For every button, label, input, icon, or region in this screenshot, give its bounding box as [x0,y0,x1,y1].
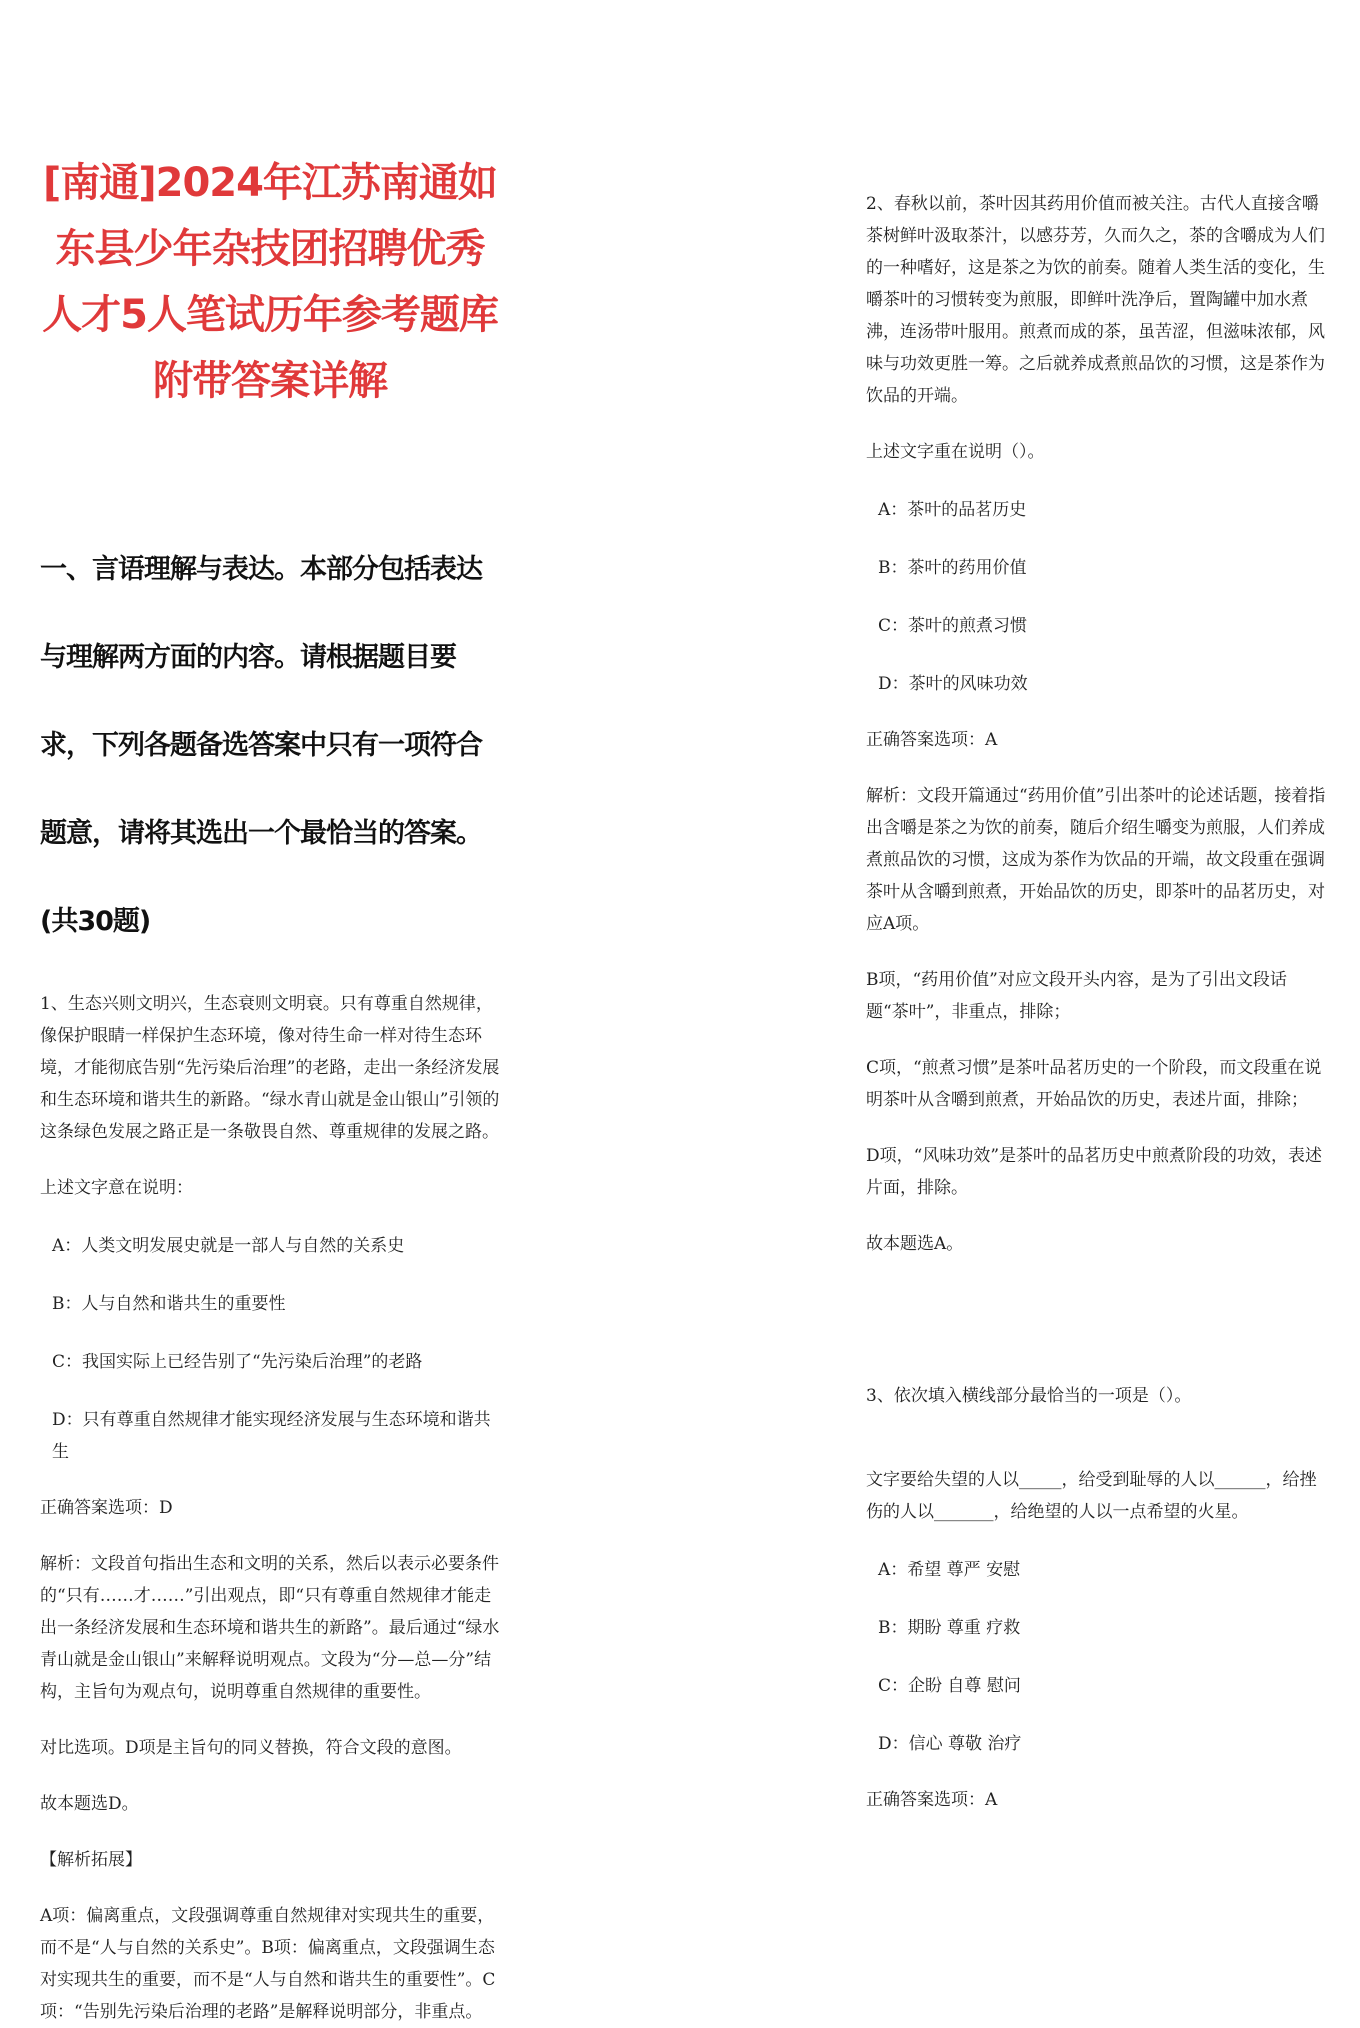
question-prompt: 上述文字重在说明（）。 [866,442,1045,462]
option-c: C：我国实际上已经告别了“先污染后治理”的老路 [52,1352,423,1372]
correct-answer: 正确答案选项：A [866,1790,998,1810]
fill-in-text: 文字要给失望的人以_____，给受到耻辱的人以______，给挫伤的人以_______，给绝望的人以一点希望的火星。 [866,1470,1317,1522]
right-column [866,188,1326,1816]
question-3 [866,1380,1326,1816]
option-d-note: D项，“风味功效”是茶叶的品茗历史中煎煮阶段的功效，表述片面，排除。 [866,1146,1323,1198]
option-a: A：希望 尊严 安慰 [878,1560,1021,1580]
compare-options: 对比选项。D项是主旨句的同义替换，符合文段的意图。 [40,1738,462,1758]
question-stem: 3、依次填入横线部分最恰当的一项是（）。 [866,1386,1192,1406]
option-a: A：人类文明发展史就是一部人与自然的关系史 [52,1236,405,1256]
option-b: B：人与自然和谐共生的重要性 [52,1294,286,1314]
question-2 [866,188,1326,1260]
analysis: 解析：文段开篇通过“药用价值”引出茶叶的论述话题，接着指出含嚼是茶之为饮的前奏，随后介绍生嚼变为煎服，人们养成煮煎品饮的习惯，这成为茶作为饮品的开端，故文段重在强调茶叶从含嚼到煎煮，开始品饮的历史，即茶叶的品茗历史，对应A项。 [866,786,1326,934]
option-d: D：信心 尊敬 治疗 [878,1734,1022,1754]
question-stem: 2、春秋以前，茶叶因其药用价值而被关注。古代人直接含嚼茶树鲜叶汲取茶汁，以感芬芳，久而久之，茶的含嚼成为人们的一种嗜好，这是茶之为饮的前奏。随着人类生活的变化，生嚼茶叶的习惯转变为煎服，即鲜叶洗净后，置陶罐中加水煮沸，连汤带叶服用。煎煮而成的茶，虽苦涩，但滋味浓郁，风味与功效更胜一筹。之后就养成煮煎品饮的习惯，这是茶作为饮品的开端。 [866,194,1325,406]
option-c: C：企盼 自尊 慰问 [878,1676,1021,1696]
document-title: [南通]2024年江苏南通如东县少年杂技团招聘优秀人才5人笔试历年参考题库附带答案详解 [42,160,498,404]
option-d: D：茶叶的风味功效 [878,674,1028,694]
option-b-note: B项，“药用价值”对应文段开头内容，是为了引出文段话题“茶叶”，非重点，排除； [866,970,1287,1022]
option-d: D：只有尊重自然规律才能实现经济发展与生态环境和谐共生 [52,1410,491,1462]
option-c: C：茶叶的煎煮习惯 [878,616,1028,636]
correct-answer: 正确答案选项：A [866,730,998,750]
extension-text: A项：偏离重点，文段强调尊重自然规律对实现共生的重要，而不是“人与自然的关系史”。B项：偏离重点，文段强调生态对实现共生的重要，而不是“人与自然和谐共生的重要性”。C项：“告别先污染后治理的老路”是解释说明部分，非重点。 [40,1906,496,2022]
section-heading: 一、言语理解与表达。本部分包括表达与理解两方面的内容。请根据题目要求，下列各题备选答案中只有一项符合题意，请将其选出一个最恰当的答案。(共30题) [40,554,482,937]
option-c-note: C项，“煎煮习惯”是茶叶品茗历史的一个阶段，而文段重在说明茶叶从含嚼到煎煮，开始品饮的历史，表述片面，排除； [866,1058,1322,1110]
correct-answer: 正确答案选项：D [40,1498,173,1518]
conclusion: 故本题选A。 [866,1234,964,1254]
question-prompt: 上述文字意在说明： [40,1178,193,1198]
left-column [40,150,500,2028]
question-stem: 1、生态兴则文明兴，生态衰则文明衰。只有尊重自然规律，像保护眼睛一样保护生态环境，像对待生命一样对待生态环境，才能彻底告别“先污染后治理”的老路，走出一条经济发展和生态环境和谐共生的新路。“绿水青山就是金山银山”引领的这条绿色发展之路正是一条敬畏自然、尊重规律的发展之路。 [40,994,500,1142]
conclusion: 故本题选D。 [40,1794,139,1814]
option-b: B：茶叶的药用价值 [878,558,1027,578]
question-1 [40,988,500,2028]
analysis: 解析：文段首句指出生态和文明的关系，然后以表示必要条件的“只有……才……”引出观点，即“只有尊重自然规律才能走出一条经济发展和生态环境和谐共生的新路”。最后通过“绿水青山就是金山银山”来解释说明观点。文段为“分—总—分”结构，主旨句为观点句，说明尊重自然规律的重要性。 [40,1554,500,1702]
option-b: B：期盼 尊重 疗救 [878,1618,1021,1638]
extension-label: 【解析拓展】 [40,1850,142,1870]
option-a: A：茶叶的品茗历史 [878,500,1027,520]
